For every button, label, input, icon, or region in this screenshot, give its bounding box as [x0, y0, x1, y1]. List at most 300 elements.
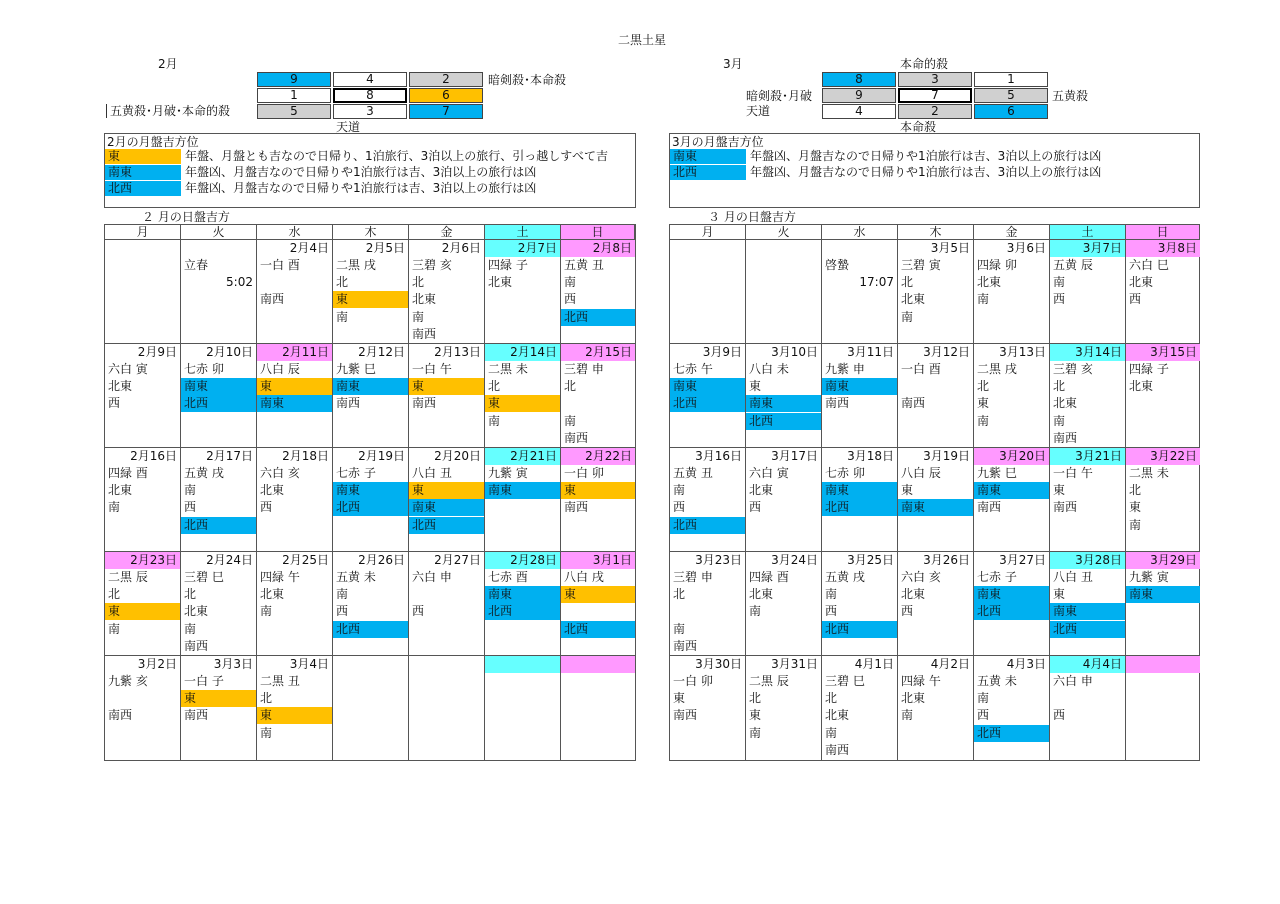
day-date: 4月3日 — [1006, 657, 1046, 671]
day-line: 南東 — [257, 395, 332, 412]
day-line: 七赤 酉 — [488, 570, 528, 584]
day-line: 南東 — [822, 378, 897, 395]
day-cell — [257, 448, 333, 552]
day-cell — [409, 552, 485, 656]
grid-cell: 4 — [822, 104, 896, 119]
day-line: 南西 — [825, 742, 850, 757]
mar-calendar — [669, 224, 1200, 761]
day-line: 北 — [825, 691, 838, 706]
day-line: 南 — [184, 483, 197, 498]
day-date: 2月9日 — [137, 345, 177, 359]
day-cell — [333, 240, 409, 344]
day-line: 南東 — [409, 499, 484, 516]
day-line: 四緑 子 — [1129, 362, 1169, 376]
day-line: 東 — [749, 379, 762, 394]
day-line: 北西 — [561, 621, 635, 638]
day-line: 一白 卯 — [673, 674, 713, 688]
day-line: 北西 — [485, 603, 560, 620]
day-line: 啓蟄 — [825, 258, 850, 272]
day-date: 3月23日 — [695, 553, 742, 567]
day-line: 北西 — [974, 603, 1049, 620]
day-date: 3月28日 — [1050, 552, 1125, 569]
day-date: 3月3日 — [213, 657, 253, 671]
day-line — [105, 690, 180, 707]
day-line: 南西 — [184, 708, 209, 723]
feb-calendar — [104, 224, 636, 761]
day-line: 北東 — [749, 483, 774, 498]
day-date: 2月10日 — [206, 345, 253, 359]
day-date: 3月26日 — [923, 553, 970, 567]
grid-cell: 3 — [898, 72, 972, 87]
day-line: 西 — [901, 604, 914, 619]
day-line: 二黒 丑 — [260, 674, 300, 688]
day-date: 3月22日 — [1126, 448, 1200, 465]
day-cell — [181, 344, 257, 448]
day-date: 4月2日 — [930, 657, 970, 671]
day-cell — [670, 344, 746, 448]
day-line: 五黄 丑 — [673, 466, 713, 480]
day-date: 2月27日 — [434, 553, 481, 567]
day-line: 北 — [1053, 379, 1066, 394]
mar-calendar-title: ３ 月の日盤吉方 — [708, 210, 796, 224]
day-cell — [181, 552, 257, 656]
day-line: 六白 巳 — [1129, 258, 1169, 272]
day-line: 北東 — [901, 691, 926, 706]
day-line: 南東 — [485, 586, 560, 603]
day-cell — [333, 656, 409, 760]
day-date: 3月8日 — [1126, 240, 1200, 257]
day-date: 4月1日 — [854, 657, 894, 671]
grid-cell: 3 — [333, 104, 407, 119]
day-cell — [974, 656, 1050, 760]
day-date: 2月26日 — [358, 553, 405, 567]
day-cell — [822, 656, 898, 760]
day-cell — [257, 552, 333, 656]
day-cell — [670, 656, 746, 760]
day-line: 北西 — [670, 517, 745, 534]
day-line: 六白 申 — [1053, 674, 1093, 688]
grid-cell: 4 — [333, 72, 407, 87]
day-line: 立春 — [184, 258, 209, 272]
day-line: 南東 — [822, 482, 897, 499]
day-date — [1126, 656, 1200, 673]
lucky-direction-row — [105, 149, 635, 164]
day-line: 六白 申 — [412, 570, 452, 584]
day-date: 2月14日 — [485, 344, 560, 361]
weekday-header: 日 — [1126, 225, 1200, 240]
lucky-direction-row — [105, 165, 635, 180]
day-date: 3月2日 — [137, 657, 177, 671]
day-date: 2月6日 — [441, 241, 481, 255]
day-date: 3月18日 — [847, 449, 894, 463]
grid-cell: 5 — [974, 88, 1048, 103]
day-cell — [1050, 448, 1126, 552]
day-cell — [181, 656, 257, 760]
day-date: 2月25日 — [282, 553, 329, 567]
day-line: 南東 — [333, 482, 408, 499]
day-date — [561, 656, 635, 673]
day-cell — [181, 240, 257, 344]
day-line: 北東 — [260, 483, 285, 498]
day-line: 南西 — [825, 396, 850, 411]
day-line: 五黄 戌 — [825, 570, 865, 584]
day-line: 南 — [1129, 517, 1142, 532]
day-line: 三碧 申 — [673, 570, 713, 584]
day-line: 南 — [825, 587, 838, 602]
day-line: 南東 — [746, 395, 821, 412]
day-date: 2月18日 — [282, 449, 329, 463]
day-line: 南 — [488, 413, 501, 428]
day-cell — [974, 552, 1050, 656]
day-line: 六白 寅 — [749, 466, 789, 480]
day-line: 四緑 午 — [901, 674, 941, 688]
day-line: 東 — [977, 396, 990, 411]
day-line: 北西 — [822, 621, 897, 638]
day-date: 2月4日 — [289, 241, 329, 255]
day-line: 五黄 丑 — [564, 258, 604, 272]
day-date: 2月22日 — [561, 448, 635, 465]
day-line: 西 — [336, 604, 349, 619]
day-date: 3月4日 — [289, 657, 329, 671]
day-date — [822, 240, 897, 257]
day-line: 北 — [336, 275, 349, 290]
day-date: 3月20日 — [974, 448, 1049, 465]
day-line: 南 — [260, 604, 273, 619]
day-date: 2月8日 — [561, 240, 635, 257]
day-line: 二黒 辰 — [108, 570, 148, 584]
day-line: 三碧 巳 — [184, 570, 224, 584]
day-line: 北 — [412, 275, 425, 290]
day-cell — [105, 552, 181, 656]
lucky-direction: 東 — [105, 149, 181, 164]
day-line: 九紫 寅 — [1129, 570, 1169, 584]
day-date: 3月16日 — [695, 449, 742, 463]
day-line: 北東 — [825, 708, 850, 723]
lucky-direction: 南東 — [105, 165, 181, 180]
day-line: 東 — [333, 291, 408, 308]
day-line: 九紫 申 — [825, 362, 865, 376]
day-cell — [974, 240, 1050, 344]
day-line: 西 — [260, 500, 273, 515]
day-cell — [105, 448, 181, 552]
day-cell — [746, 552, 822, 656]
day-line: 北東 — [108, 379, 133, 394]
day-line: 北西 — [181, 395, 256, 412]
day-date: 3月5日 — [930, 241, 970, 255]
day-date: 3月13日 — [999, 345, 1046, 359]
weekday-header: 火 — [746, 225, 822, 240]
day-line: 東 — [485, 395, 560, 412]
mar-month-label: 3月 — [723, 57, 743, 71]
day-line: 北西 — [181, 517, 256, 534]
day-line: 南西 — [412, 326, 437, 341]
day-date: 3月9日 — [702, 345, 742, 359]
day-date: 2月5日 — [365, 241, 405, 255]
mar-lucky-box — [669, 133, 1200, 208]
day-date: 2月11日 — [257, 344, 332, 361]
mar-top-label: 本命的殺 — [900, 57, 949, 71]
day-line: 南東 — [485, 482, 560, 499]
day-line: 一白 子 — [184, 674, 224, 688]
day-cell — [974, 344, 1050, 448]
day-date: 2月21日 — [485, 448, 560, 465]
day-line: 南西 — [336, 396, 361, 411]
lucky-description: 年盤凶、月盤吉なので日帰りや1泊旅行は吉、3泊以上の旅行は凶 — [750, 149, 1102, 163]
day-line: 八白 未 — [749, 362, 789, 376]
day-cell — [409, 240, 485, 344]
weekday-header: 水 — [257, 225, 333, 240]
day-line: 北 — [901, 275, 914, 290]
mar-bottom-label: 本命殺 — [900, 120, 937, 134]
day-line — [561, 603, 635, 620]
day-line: 西 — [108, 396, 121, 411]
day-line: 北西 — [333, 621, 408, 638]
day-line: 南西 — [673, 708, 698, 723]
day-line: 北 — [673, 587, 686, 602]
mar-left-label-1: 暗剣殺･月破 — [746, 89, 813, 103]
day-cell — [670, 552, 746, 656]
day-line: 北東 — [901, 292, 926, 307]
grid-cell: 8 — [333, 88, 407, 103]
day-line: 南 — [260, 725, 273, 740]
day-line: 南 — [184, 621, 197, 636]
day-line: 九紫 寅 — [488, 466, 528, 480]
day-line: 東 — [749, 708, 762, 723]
day-line: 四緑 子 — [488, 258, 528, 272]
day-date: 3月7日 — [1050, 240, 1125, 257]
feb-left-label: 五黄殺･月破･本命的殺 — [106, 104, 230, 118]
day-cell — [333, 448, 409, 552]
feb-month-label: 2月 — [158, 57, 178, 71]
day-line: 南東 — [974, 586, 1049, 603]
day-date: 3月21日 — [1050, 448, 1125, 465]
day-line: 南東 — [181, 378, 256, 395]
day-line: 西 — [412, 604, 425, 619]
day-line: 北 — [749, 691, 762, 706]
day-line: 北東 — [184, 604, 209, 619]
day-date: 3月1日 — [561, 552, 635, 569]
day-line: 南 — [901, 708, 914, 723]
feb-calendar-title: ２ 月の日盤吉方 — [142, 210, 230, 224]
page-title: 二黒土星 — [618, 33, 667, 47]
day-cell — [105, 344, 181, 448]
lucky-direction-row — [670, 165, 1199, 180]
day-line: 一白 午 — [1053, 466, 1093, 480]
day-cell — [485, 552, 561, 656]
day-line: 南東 — [1126, 586, 1200, 603]
feb-lucky-box — [104, 133, 636, 208]
grid-cell: 1 — [974, 72, 1048, 87]
day-line: 南 — [412, 309, 425, 324]
day-line: 西 — [1053, 292, 1066, 307]
day-cell — [1126, 240, 1200, 344]
day-line: 北 — [488, 379, 501, 394]
day-date: 2月20日 — [434, 449, 481, 463]
day-line: 南東 — [1050, 603, 1125, 620]
day-line: 南西 — [412, 396, 437, 411]
day-date: 2月13日 — [434, 345, 481, 359]
day-date: 3月6日 — [1006, 241, 1046, 255]
day-line: 南西 — [564, 500, 589, 515]
day-line: 南 — [564, 275, 577, 290]
lucky-direction: 南東 — [670, 149, 746, 164]
day-line: 九紫 巳 — [977, 466, 1017, 480]
day-line: 北西 — [333, 499, 408, 516]
day-line: 南西 — [184, 638, 209, 653]
day-line: 四緑 卯 — [977, 258, 1017, 272]
day-date: 3月29日 — [1126, 552, 1200, 569]
day-line: 西 — [673, 500, 686, 515]
day-line: 西 — [1053, 708, 1066, 723]
day-date — [485, 656, 560, 673]
day-date: 3月11日 — [847, 345, 894, 359]
lucky-direction: 北西 — [105, 181, 181, 196]
day-line: 五黄 未 — [977, 674, 1017, 688]
day-line: 南西 — [673, 638, 698, 653]
day-cell — [485, 240, 561, 344]
mar-right-label: 五黄殺 — [1052, 89, 1089, 103]
day-line: 八白 辰 — [260, 362, 300, 376]
day-line: 南 — [336, 587, 349, 602]
mar-left-label-2: 天道 — [746, 104, 771, 118]
day-line — [898, 378, 973, 395]
grid-cell: 2 — [898, 104, 972, 119]
day-line: 二黒 未 — [1129, 466, 1169, 480]
day-cell — [898, 552, 974, 656]
day-line: 北西 — [746, 413, 821, 430]
day-line: 5:02 — [226, 275, 253, 290]
day-line: 六白 寅 — [108, 362, 148, 376]
day-line: 北東 — [260, 587, 285, 602]
day-cell — [670, 240, 746, 344]
day-date: 3月27日 — [999, 553, 1046, 567]
day-line: 北西 — [1050, 621, 1125, 638]
day-line: 北 — [1129, 483, 1142, 498]
day-cell — [746, 344, 822, 448]
day-line: 東 — [257, 707, 332, 724]
day-cell — [746, 240, 822, 344]
day-date: 3月15日 — [1126, 344, 1200, 361]
day-line: 北西 — [822, 499, 897, 516]
day-cell — [105, 240, 181, 344]
day-line — [561, 395, 635, 412]
day-cell — [561, 656, 635, 760]
day-line: 八白 丑 — [1053, 570, 1093, 584]
grid-cell: 9 — [822, 88, 896, 103]
day-cell — [485, 448, 561, 552]
day-line: 北西 — [561, 309, 635, 326]
lucky-description: 年盤、月盤とも吉なので日帰り、1泊旅行、3泊以上の旅行、引っ越しすべて吉 — [185, 149, 609, 163]
day-line: 東 — [1053, 587, 1066, 602]
day-cell — [181, 448, 257, 552]
day-line: 七赤 子 — [336, 466, 376, 480]
day-line: 五黄 未 — [336, 570, 376, 584]
day-line: 北東 — [1053, 396, 1078, 411]
weekday-header: 月 — [105, 225, 181, 240]
day-line: 西 — [977, 708, 990, 723]
day-cell — [485, 344, 561, 448]
day-line: 南西 — [260, 292, 285, 307]
day-date: 3月12日 — [923, 345, 970, 359]
day-line: 南 — [1053, 275, 1066, 290]
day-line: 東 — [1053, 483, 1066, 498]
day-line: 七赤 子 — [977, 570, 1017, 584]
day-cell — [257, 344, 333, 448]
day-date: 2月19日 — [358, 449, 405, 463]
day-cell — [974, 448, 1050, 552]
feb-right-label: 暗剣殺･本命殺 — [488, 73, 567, 87]
day-line: 南 — [901, 309, 914, 324]
day-line: 北西 — [409, 517, 484, 534]
day-line: 九紫 亥 — [108, 674, 148, 688]
day-cell — [561, 552, 635, 656]
grid-cell: 6 — [974, 104, 1048, 119]
day-date: 3月17日 — [771, 449, 818, 463]
day-cell — [822, 552, 898, 656]
day-date: 2月28日 — [485, 552, 560, 569]
day-line: 北東 — [412, 292, 437, 307]
day-date: 3月30日 — [695, 657, 742, 671]
day-line: 二黒 辰 — [749, 674, 789, 688]
day-line: 北 — [977, 379, 990, 394]
day-date: 2月15日 — [561, 344, 635, 361]
weekday-header: 土 — [485, 225, 561, 240]
day-line: 東 — [181, 690, 256, 707]
day-cell — [898, 240, 974, 344]
day-cell — [670, 448, 746, 552]
day-cell — [822, 240, 898, 344]
day-line: 九紫 巳 — [336, 362, 376, 376]
day-line: 南 — [673, 483, 686, 498]
day-date: 3月19日 — [923, 449, 970, 463]
day-line: 南 — [1053, 413, 1066, 428]
day-cell — [257, 240, 333, 344]
day-line: 六白 亥 — [901, 570, 941, 584]
day-line: 八白 丑 — [412, 466, 452, 480]
grid-cell: 9 — [257, 72, 331, 87]
day-cell — [1126, 344, 1200, 448]
day-cell — [561, 240, 635, 344]
day-date: 2月7日 — [485, 240, 560, 257]
day-line: 北東 — [108, 483, 133, 498]
day-cell — [1126, 656, 1200, 760]
day-line: 北東 — [488, 275, 513, 290]
day-line: 東 — [1129, 500, 1142, 515]
day-cell — [1050, 656, 1126, 760]
day-date: 2月24日 — [206, 553, 253, 567]
day-line: 北東 — [901, 587, 926, 602]
day-line: 二黒 戌 — [977, 362, 1017, 376]
day-cell — [561, 344, 635, 448]
day-date: 3月10日 — [771, 345, 818, 359]
day-line: 七赤 午 — [673, 362, 713, 376]
grid-cell: 7 — [409, 104, 483, 119]
day-line: 南 — [825, 725, 838, 740]
day-date: 2月12日 — [358, 345, 405, 359]
day-date: 2月23日 — [105, 552, 180, 569]
day-line — [670, 603, 745, 620]
lucky-description: 年盤凶、月盤吉なので日帰りや1泊旅行は吉、3泊以上の旅行は凶 — [185, 181, 537, 195]
day-line: 南東 — [898, 499, 973, 516]
day-cell — [746, 448, 822, 552]
day-line: 西 — [184, 500, 197, 515]
lucky-description: 年盤凶、月盤吉なので日帰りや1泊旅行は吉、3泊以上の旅行は凶 — [750, 165, 1102, 179]
grid-cell: 8 — [822, 72, 896, 87]
day-line: 北 — [564, 379, 577, 394]
day-cell — [409, 448, 485, 552]
day-line: 三碧 巳 — [825, 674, 865, 688]
day-line: 五黄 戌 — [184, 466, 224, 480]
